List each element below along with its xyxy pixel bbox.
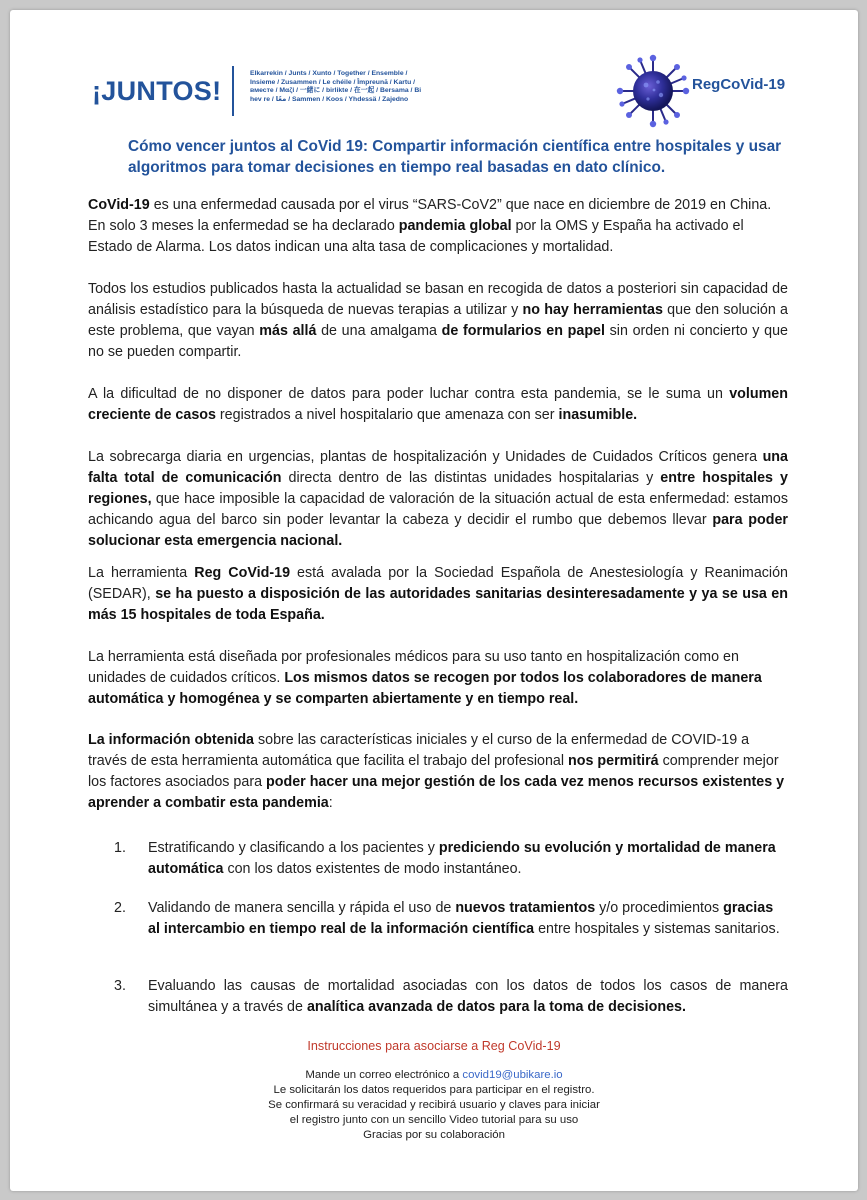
paragraph-studies [88, 279, 788, 363]
text-span: A la dificultad de no disponer de datos para poder luchar contra esta pandemia, se le suma un [88, 386, 730, 402]
bold-phrase: analítica avanzada de datos para la toma de decisiones. [306, 999, 686, 1015]
instructions-line: Se confirmará su veracidad y recibirá usuario y claves para iniciar [268, 1099, 600, 1111]
instructions-block [10, 1068, 858, 1143]
text-span: Estratificando y clasificando a los pacientes y [148, 840, 439, 856]
bold-phrase: de formularios en papel [441, 323, 605, 339]
bold-phrase: gracias al intercambio en tiempo real de la información científica [148, 900, 774, 937]
text-span: entre hospitales y sistemas sanitarios. [534, 921, 780, 937]
logo-divider [232, 66, 234, 116]
text-span: La sobrecarga diaria en urgencias, plantas de hospitalización y Unidades de Cuidados Críticos genera [88, 449, 763, 465]
text-span: La herramienta está diseñada por profesionales médicos para su uso tanto en hospitalización como en unidades de cuidados críticos. [88, 649, 739, 686]
bold-phrase: poder hacer una mejor gestión de los cada vez menos recursos existentes y aprender a combatir esta pandemia [88, 774, 785, 811]
text-span: directa dentro de las distintas unidades hospitalarias y [281, 470, 661, 486]
paragraph-tool [88, 563, 788, 626]
paragraph-intro [88, 195, 788, 258]
bold-phrase: prediciendo su evolución y mortalidad de manera automática [148, 840, 776, 877]
instructions-line: Le solicitarán los datos requeridos para participar en el registro. [273, 1084, 595, 1096]
translations-line: Insieme / Zusammen / Le chéile / Împreună / Kartu / [250, 78, 416, 86]
paragraph-information [88, 730, 788, 814]
text-span: que hace imposible la capacidad de valoración de la situación actual de esta enfermedad: estamos achicando agua del barco sin poder levantar la cabeza y decidir el rumbo que debemos llevar [88, 491, 788, 528]
bold-phrase: más allá [259, 323, 317, 339]
juntos-logo: ¡JUNTOS! [92, 76, 222, 106]
list-number: 3. [114, 978, 126, 994]
text-span: por la OMS y España ha activado el Estado de Alarma. Los datos indican una alta tasa de complicaciones y mortalidad. [88, 218, 744, 255]
text-span: Validando de manera sencilla y rápida el uso de [148, 900, 456, 916]
text-span: : [328, 795, 333, 811]
list-text [148, 976, 788, 1018]
bold-phrase: Los mismos datos se recogen por todos los colaboradores de manera automática y homogénea y se comparten abiertamente y en tiempo real. [88, 670, 762, 707]
text-span: comprender mejor los factores asociados para [88, 753, 779, 790]
bold-phrase: nos permitirá [568, 753, 659, 769]
bold-phrase: no hay herramientas [522, 302, 663, 318]
bold-phrase: Reg CoVid-19 [194, 565, 291, 581]
text-span: sin orden ni concierto y que no se pueden compartir. [88, 323, 788, 360]
bold-phrase: La información obtenida [88, 732, 255, 748]
text-span: y/o procedimientos [595, 900, 724, 916]
paragraph-design [88, 647, 788, 710]
email-line [10, 1068, 858, 1083]
list-number: 2. [114, 900, 126, 916]
text-span: está avalada por la Sociedad Española de Anestesiología y Reanimación (SEDAR), [88, 565, 788, 602]
virus-icon [616, 54, 690, 128]
text-span: de una amalgama [316, 323, 442, 339]
document-title: Cómo vencer juntos al CoVid 19: Compartir información científica entre hospitales y usar algoritmos para tomar decisiones en tiempo real basadas en dato clínico. [128, 138, 782, 176]
bold-phrase: para poder solucionar esta emergencia nacional. [88, 512, 788, 549]
translations-line: вместе / Μαζί / 一緒に / birlikte / 在一起 / Bersama / Bi [250, 87, 422, 95]
paragraph-difficulty [88, 384, 788, 426]
text-span: sobre las características iniciales y el curso de la enfermedad de COVID-19 a través de esta herramienta automática que facilita el trabajo del profesional [88, 732, 750, 769]
text-span: Evaluando las causas de mortalidad asociadas con los datos de todos los casos de manera simultánea y a través de [148, 978, 788, 1015]
translations-block [250, 70, 450, 104]
text-span: es una enfermedad causada por el virus “SARS-CoV2” que nace en diciembre de 2019 en China. En solo 3 meses la enfermedad se ha declarado [88, 197, 772, 234]
bold-phrase: pandemia global [398, 218, 512, 234]
translations-line: hev re / معًا / Sammen / Koos / Yhdessä / Zajedno [250, 95, 409, 103]
bold-phrase: nuevos tratamientos [455, 900, 596, 916]
bold-phrase: CoVid-19 [88, 197, 150, 213]
email-link[interactable]: covid19@ubikare.io [462, 1069, 563, 1081]
regcovid-logo: RegCoVid-19 [692, 76, 786, 93]
email-prefix: Mande un correo electrónico a [305, 1069, 463, 1081]
text-span: La herramienta [88, 565, 195, 581]
translations-line: Elkarrekin / Junts / Xunto / Together / Ensemble / [250, 70, 408, 77]
text-span: que den solución a este problema, que vayan [88, 302, 789, 339]
list-text [148, 898, 788, 940]
text-span: con los datos existentes de modo instantáneo. [223, 861, 522, 877]
list-number: 1. [114, 840, 126, 856]
instructions-title: Instrucciones para asociarse a Reg CoVid-19 [307, 1039, 561, 1053]
text-span: Todos los estudios publicados hasta la actualidad se basan en recogida de datos a posteriori sin capacidad de análisis estadístico para la búsqueda de nuevas terapias a utilizar y [88, 281, 788, 318]
bold-phrase: volumen creciente de casos [88, 386, 788, 423]
bold-phrase: inasumible. [558, 407, 638, 423]
instructions-line: el registro junto con un sencillo Video tutorial para su uso [289, 1114, 579, 1126]
instructions-line: Gracias por su colaboración [363, 1129, 505, 1141]
bold-phrase: entre hospitales y regiones, [88, 470, 788, 507]
list-text [148, 838, 788, 880]
text-span: registrados a nivel hospitalario que amenaza con ser [215, 407, 559, 423]
bold-phrase: se ha puesto a disposición de las autoridades sanitarias desinteresadamente y ya se usa en más 15 hospitales de toda España. [88, 586, 788, 623]
paragraph-overload [88, 447, 788, 552]
document-page [10, 10, 858, 1191]
bold-phrase: una falta total de comunicación [88, 449, 788, 486]
